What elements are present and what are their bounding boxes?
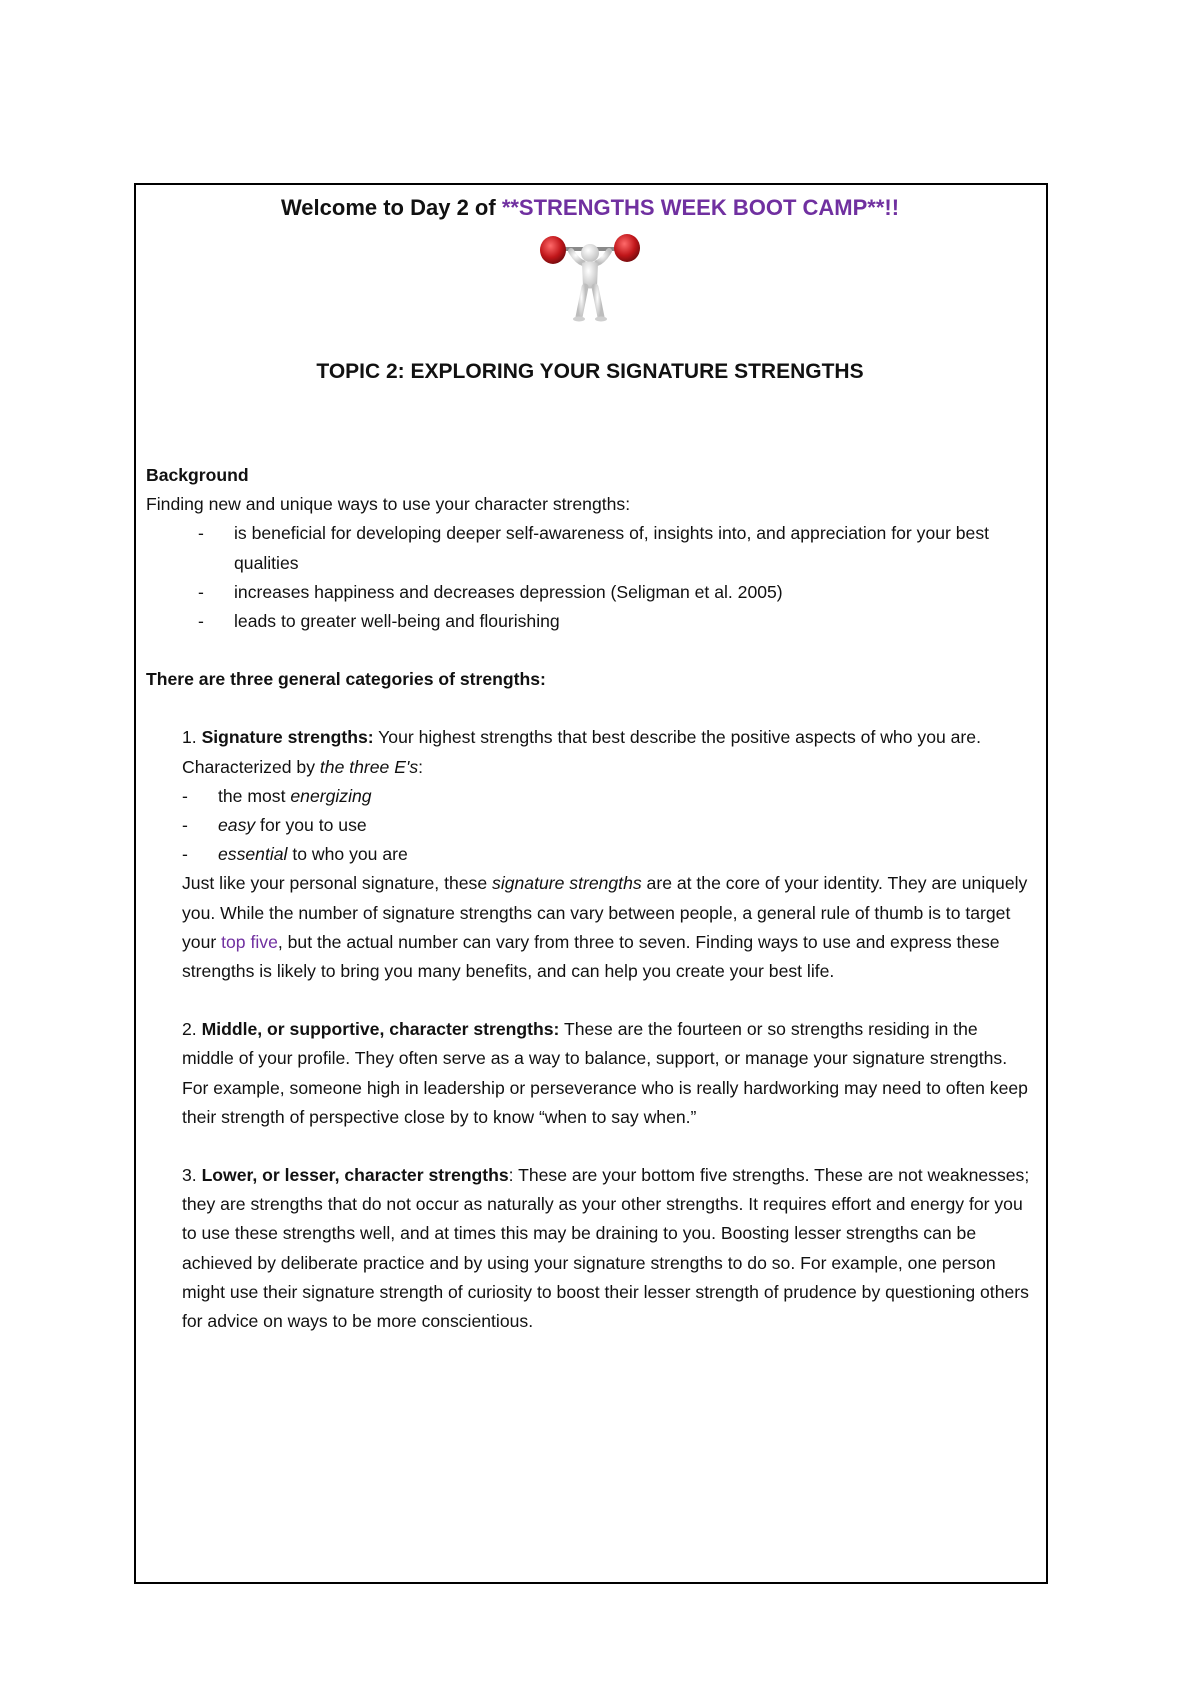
dash-bullet: - <box>198 611 204 632</box>
item-number: 3. <box>182 1165 202 1186</box>
item-italic: essential <box>218 844 288 865</box>
lower-text: These are your bottom five strengths. These are not weaknesses; they are strengths that do not occur as naturally as your other strengths. It requires effort and energy for you to use these strengths well, and at times this may be draining to you. Boosting lesser strengths can be achieved by deliberate practice and by using your signature strengths to do so. For example, one person might use their signature strength of curiosity to boost their lesser strength of prudence by questioning others for advice on ways to be more conscientious. <box>182 1165 1030 1332</box>
list-item <box>146 607 1034 636</box>
middle-section <box>146 1015 1034 1132</box>
lower-colon: : <box>508 1165 514 1186</box>
middle-text: These are the fourteen or so strengths residing in the middle of your profile. They often serve as a way to balance, support, or manage your signature strengths. For example, someone high in leadership or perseverance who is really hardworking may need to often keep their strength of perspective close by to know “when to say when.” <box>182 1019 1028 1127</box>
middle-label: Middle, or supportive, character strengths: <box>201 1019 560 1040</box>
weightlifter-figure-icon <box>535 233 645 323</box>
item-italic: easy <box>218 815 256 836</box>
top-five-highlight: top five <box>221 931 278 952</box>
list-item <box>182 840 1034 869</box>
item-text: the most <box>218 785 291 806</box>
background-heading: Background <box>146 465 249 485</box>
dash-bullet: - <box>198 523 204 544</box>
bullet-text: increases happiness and decreases depression (Seligman et al. 2005) <box>234 581 783 602</box>
list-item <box>146 519 1034 577</box>
para-text: Just like your personal signature, these <box>182 873 493 894</box>
para-text: , but the actual number can vary from three to seven. Finding ways to use and express these strengths is likely to bring you many benefits, and can help you create your best life. <box>182 931 1000 982</box>
signature-label: Signature strengths: <box>201 727 374 748</box>
item-number: 2. <box>182 1019 202 1040</box>
three-es-list <box>182 782 1034 870</box>
content-frame <box>134 183 1048 1584</box>
signature-paragraph <box>182 869 1034 986</box>
categories-heading: There are three general categories of strengths: <box>146 669 546 690</box>
background-list <box>146 519 1034 636</box>
topic-heading: TOPIC 2: EXPLORING YOUR SIGNATURE STRENGTHS <box>316 360 864 383</box>
item-text: to who you are <box>287 844 408 865</box>
dash-bullet: - <box>182 815 188 836</box>
bullet-text: is beneficial for developing deeper self-awareness of, insights into, and appreciation for your best qualities <box>234 523 990 573</box>
item-italic: energizing <box>290 785 372 806</box>
signature-text: Your highest strengths that best describe the positive aspects of who you are. Characterized by <box>182 727 981 777</box>
title-prefix: Welcome to Day 2 of <box>280 195 502 220</box>
page-title <box>146 193 1034 223</box>
lower-section <box>146 1161 1034 1336</box>
background-section <box>146 461 1034 636</box>
signature-section <box>146 723 1034 986</box>
signature-text-end: : <box>418 756 424 777</box>
dash-bullet: - <box>198 581 204 602</box>
title-highlight: **STRENGTHS WEEK BOOT CAMP**!! <box>501 195 900 220</box>
dash-bullet: - <box>182 785 188 806</box>
list-item <box>182 782 1034 811</box>
lower-label: Lower, or lesser, character strengths <box>201 1165 509 1186</box>
list-item <box>182 811 1034 840</box>
document-body <box>146 193 1034 1336</box>
item-number: 1. <box>182 727 202 748</box>
signature-intro <box>182 723 1034 781</box>
dash-bullet: - <box>182 844 188 865</box>
list-item <box>146 578 1034 607</box>
bullet-text: leads to greater well-being and flourishing <box>234 611 560 632</box>
background-intro: Finding new and unique ways to use your character strengths: <box>146 494 631 515</box>
para-italic: signature strengths <box>492 873 642 894</box>
para-text: are at the core of your identity. They are uniquely you. While the number of signature strengths can vary between people, a general rule of thumb is to target your <box>182 873 1028 952</box>
item-text: for you to use <box>255 815 367 836</box>
three-es-text: the three E's <box>319 756 419 777</box>
